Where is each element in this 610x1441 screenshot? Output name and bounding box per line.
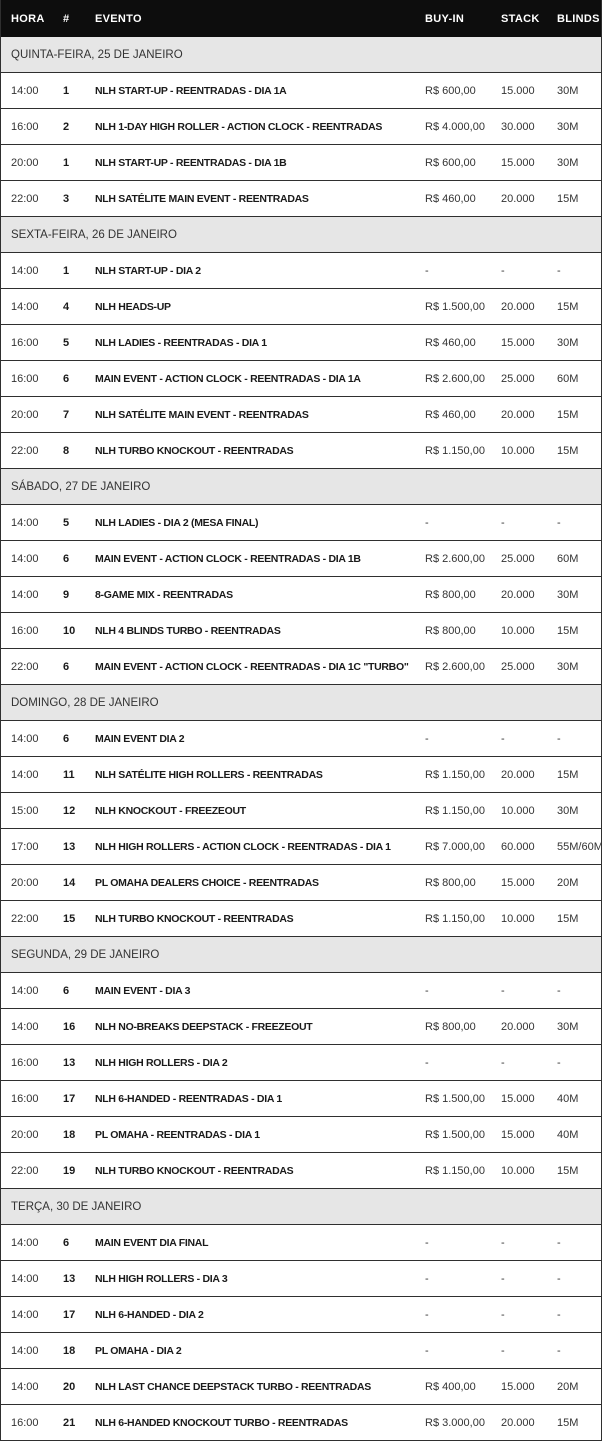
event-name: PL OMAHA - DIA 2 <box>95 1344 182 1357</box>
event-time: 14:00 <box>11 1020 39 1033</box>
event-time: 14:00 <box>11 264 39 277</box>
event-row <box>1 973 601 1009</box>
event-number: 13 <box>63 840 76 853</box>
event-row <box>1 73 601 109</box>
event-stack: 60.000 <box>501 840 535 853</box>
event-time: 14:00 <box>11 1236 39 1249</box>
event-buyin: - <box>425 1236 429 1249</box>
event-buyin: R$ 1.150,00 <box>425 444 485 457</box>
event-row <box>1 1081 601 1117</box>
event-name: NLH NO-BREAKS DEEPSTACK - FREEZEOUT <box>95 1020 313 1033</box>
event-buyin: R$ 600,00 <box>425 156 476 169</box>
event-stack: 25.000 <box>501 660 535 673</box>
column-header-hora: HORA <box>11 12 45 25</box>
event-name: NLH HEADS-UP <box>95 300 171 313</box>
event-name: MAIN EVENT - DIA 3 <box>95 984 191 997</box>
event-number: 6 <box>63 1236 70 1249</box>
event-time: 22:00 <box>11 912 39 925</box>
event-row <box>1 1009 601 1045</box>
event-name: NLH START-UP - DIA 2 <box>95 264 201 277</box>
event-name: MAIN EVENT - ACTION CLOCK - REENTRADAS - DIA 1C "TURBO" <box>95 660 409 673</box>
event-stack: 15.000 <box>501 156 535 169</box>
event-buyin: - <box>425 1344 429 1357</box>
event-blinds: 40M <box>557 1092 579 1105</box>
event-name: MAIN EVENT DIA FINAL <box>95 1236 209 1249</box>
event-stack: 10.000 <box>501 912 535 925</box>
event-number: 21 <box>63 1416 76 1429</box>
event-number: 1 <box>63 84 70 97</box>
event-stack: 10.000 <box>501 624 535 637</box>
event-number: 17 <box>63 1092 76 1105</box>
event-buyin: R$ 1.150,00 <box>425 1164 485 1177</box>
column-header-blinds: BLINDS <box>557 12 600 25</box>
event-stack: 15.000 <box>501 84 535 97</box>
event-row <box>1 505 601 541</box>
event-buyin: R$ 800,00 <box>425 624 476 637</box>
event-buyin: R$ 800,00 <box>425 876 476 889</box>
event-time: 16:00 <box>11 372 39 385</box>
event-number: 5 <box>63 516 70 529</box>
day-label: QUINTA-FEIRA, 25 DE JANEIRO <box>11 48 183 61</box>
event-number: 13 <box>63 1056 76 1069</box>
event-row <box>1 1117 601 1153</box>
event-buyin: R$ 3.000,00 <box>425 1416 485 1429</box>
day-label: SEXTA-FEIRA, 26 DE JANEIRO <box>11 228 177 241</box>
event-buyin: R$ 800,00 <box>425 588 476 601</box>
event-stack: 15.000 <box>501 876 535 889</box>
event-row <box>1 1153 601 1189</box>
event-number: 7 <box>63 408 70 421</box>
event-buyin: R$ 2.600,00 <box>425 552 485 565</box>
event-time: 16:00 <box>11 624 39 637</box>
event-number: 5 <box>63 336 70 349</box>
event-blinds: - <box>557 1344 561 1357</box>
table-body <box>1 37 601 1441</box>
event-buyin: R$ 800,00 <box>425 1020 476 1033</box>
event-time: 14:00 <box>11 1308 39 1321</box>
event-row <box>1 253 601 289</box>
event-buyin: R$ 1.150,00 <box>425 912 485 925</box>
event-name: NLH SATÉLITE HIGH ROLLERS - REENTRADAS <box>95 768 323 781</box>
event-blinds: 30M <box>557 1020 579 1033</box>
event-buyin: R$ 1.500,00 <box>425 300 485 313</box>
event-row <box>1 613 601 649</box>
event-name: NLH TURBO KNOCKOUT - REENTRADAS <box>95 912 294 925</box>
event-row <box>1 721 601 757</box>
event-stack: 10.000 <box>501 1164 535 1177</box>
event-buyin: R$ 1.150,00 <box>425 768 485 781</box>
event-name: NLH HIGH ROLLERS - DIA 3 <box>95 1272 228 1285</box>
event-blinds: 30M <box>557 84 579 97</box>
event-number: 16 <box>63 1020 76 1033</box>
event-name: PL OMAHA DEALERS CHOICE - REENTRADAS <box>95 876 319 889</box>
event-number: 6 <box>63 660 70 673</box>
event-number: 20 <box>63 1380 76 1393</box>
event-buyin: R$ 4.000,00 <box>425 120 485 133</box>
event-time: 14:00 <box>11 1344 39 1357</box>
event-row <box>1 865 601 901</box>
event-buyin: R$ 2.600,00 <box>425 372 485 385</box>
event-blinds: - <box>557 1236 561 1249</box>
event-blinds: 15M <box>557 192 579 205</box>
event-blinds: 15M <box>557 624 579 637</box>
event-number: 2 <box>63 120 70 133</box>
column-header-stack: STACK <box>501 12 540 25</box>
event-number: 8 <box>63 444 70 457</box>
event-buyin: - <box>425 264 429 277</box>
event-time: 16:00 <box>11 120 39 133</box>
event-row <box>1 397 601 433</box>
event-blinds: - <box>557 264 561 277</box>
event-row <box>1 1225 601 1261</box>
event-blinds: 15M <box>557 1416 579 1429</box>
event-stack: - <box>501 1308 505 1321</box>
event-row <box>1 109 601 145</box>
event-blinds: 30M <box>557 156 579 169</box>
event-number: 18 <box>63 1128 76 1141</box>
event-number: 3 <box>63 192 70 205</box>
event-row <box>1 361 601 397</box>
event-number: 10 <box>63 624 76 637</box>
day-label: DOMINGO, 28 DE JANEIRO <box>11 696 159 709</box>
event-blinds: - <box>557 1272 561 1285</box>
event-time: 20:00 <box>11 1128 39 1141</box>
event-row <box>1 1405 601 1441</box>
event-number: 6 <box>63 732 70 745</box>
day-label: SEGUNDA, 29 DE JANEIRO <box>11 948 160 961</box>
event-blinds: 40M <box>557 1128 579 1141</box>
event-stack: 15.000 <box>501 1380 535 1393</box>
event-buyin: R$ 400,00 <box>425 1380 476 1393</box>
event-stack: - <box>501 1272 505 1285</box>
event-row <box>1 145 601 181</box>
event-name: 8-GAME MIX - REENTRADAS <box>95 588 233 601</box>
event-stack: 20.000 <box>501 408 535 421</box>
event-buyin: R$ 1.500,00 <box>425 1128 485 1141</box>
event-name: NLH LADIES - DIA 2 (MESA FINAL) <box>95 516 259 529</box>
event-name: MAIN EVENT DIA 2 <box>95 732 185 745</box>
event-name: NLH START-UP - REENTRADAS - DIA 1A <box>95 84 287 97</box>
event-time: 22:00 <box>11 660 39 673</box>
event-blinds: 30M <box>557 804 579 817</box>
event-buyin: - <box>425 1056 429 1069</box>
event-number: 9 <box>63 588 70 601</box>
event-number: 14 <box>63 876 76 889</box>
event-stack: - <box>501 264 505 277</box>
event-name: NLH SATÉLITE MAIN EVENT - REENTRADAS <box>95 192 309 205</box>
event-number: 19 <box>63 1164 76 1177</box>
event-row <box>1 541 601 577</box>
event-buyin: - <box>425 1308 429 1321</box>
event-stack: - <box>501 516 505 529</box>
event-time: 20:00 <box>11 876 39 889</box>
event-time: 16:00 <box>11 1416 39 1429</box>
event-blinds: 15M <box>557 1164 579 1177</box>
event-name: MAIN EVENT - ACTION CLOCK - REENTRADAS - DIA 1B <box>95 552 361 565</box>
event-time: 22:00 <box>11 444 39 457</box>
day-label: TERÇA, 30 DE JANEIRO <box>11 1200 142 1213</box>
event-time: 14:00 <box>11 300 39 313</box>
event-stack: 10.000 <box>501 444 535 457</box>
event-name: NLH 4 BLINDS TURBO - REENTRADAS <box>95 624 281 637</box>
column-header-evento: EVENTO <box>95 12 142 25</box>
event-buyin: - <box>425 732 429 745</box>
column-header-buyin: BUY-IN <box>425 12 465 25</box>
event-name: NLH 1-DAY HIGH ROLLER - ACTION CLOCK - REENTRADAS <box>95 120 383 133</box>
event-blinds: - <box>557 984 561 997</box>
event-row <box>1 181 601 217</box>
event-time: 14:00 <box>11 984 39 997</box>
event-number: 6 <box>63 984 70 997</box>
event-blinds: 20M <box>557 1380 579 1393</box>
day-label: SÁBADO, 27 DE JANEIRO <box>11 480 151 493</box>
event-blinds: 15M <box>557 300 579 313</box>
event-blinds: - <box>557 1056 561 1069</box>
event-stack: 20.000 <box>501 1020 535 1033</box>
event-time: 20:00 <box>11 408 39 421</box>
event-number: 12 <box>63 804 76 817</box>
event-time: 17:00 <box>11 840 39 853</box>
event-blinds: - <box>557 516 561 529</box>
event-stack: 20.000 <box>501 588 535 601</box>
day-separator-row <box>1 469 601 505</box>
event-blinds: 60M <box>557 372 579 385</box>
day-separator-row <box>1 1189 601 1225</box>
event-time: 14:00 <box>11 588 39 601</box>
event-row <box>1 289 601 325</box>
event-stack: - <box>501 1056 505 1069</box>
event-row <box>1 433 601 469</box>
event-row <box>1 1297 601 1333</box>
event-time: 22:00 <box>11 192 39 205</box>
event-time: 14:00 <box>11 84 39 97</box>
event-row <box>1 1369 601 1405</box>
event-stack: 15.000 <box>501 1128 535 1141</box>
event-blinds: - <box>557 732 561 745</box>
event-stack: 20.000 <box>501 192 535 205</box>
event-name: PL OMAHA - REENTRADAS - DIA 1 <box>95 1128 260 1141</box>
event-number: 15 <box>63 912 76 925</box>
event-stack: - <box>501 1344 505 1357</box>
event-name: NLH START-UP - REENTRADAS - DIA 1B <box>95 156 287 169</box>
table-header-row <box>1 0 601 37</box>
event-row <box>1 649 601 685</box>
event-name: NLH HIGH ROLLERS - ACTION CLOCK - REENTRADAS - DIA 1 <box>95 840 391 853</box>
event-time: 14:00 <box>11 552 39 565</box>
event-time: 14:00 <box>11 516 39 529</box>
event-row <box>1 829 601 865</box>
event-name: NLH LAST CHANCE DEEPSTACK TURBO - REENTRADAS <box>95 1380 371 1393</box>
event-name: NLH LADIES - REENTRADAS - DIA 1 <box>95 336 267 349</box>
event-number: 4 <box>63 300 70 313</box>
event-stack: - <box>501 732 505 745</box>
event-buyin: R$ 600,00 <box>425 84 476 97</box>
event-name: MAIN EVENT - ACTION CLOCK - REENTRADAS - DIA 1A <box>95 372 361 385</box>
event-blinds: 60M <box>557 552 579 565</box>
event-number: 17 <box>63 1308 76 1321</box>
event-row <box>1 901 601 937</box>
event-blinds: 20M <box>557 876 579 889</box>
event-stack: 20.000 <box>501 300 535 313</box>
event-row <box>1 1333 601 1369</box>
event-time: 20:00 <box>11 156 39 169</box>
event-buyin: R$ 460,00 <box>425 192 476 205</box>
event-number: 1 <box>63 156 70 169</box>
event-time: 14:00 <box>11 1272 39 1285</box>
event-blinds: 30M <box>557 120 579 133</box>
event-stack: 20.000 <box>501 768 535 781</box>
event-time: 16:00 <box>11 1056 39 1069</box>
event-number: 13 <box>63 1272 76 1285</box>
event-blinds: 15M <box>557 768 579 781</box>
event-stack: - <box>501 1236 505 1249</box>
event-buyin: - <box>425 1272 429 1285</box>
event-stack: 15.000 <box>501 336 535 349</box>
event-number: 11 <box>63 768 75 781</box>
event-row <box>1 757 601 793</box>
event-stack: 30.000 <box>501 120 535 133</box>
event-buyin: R$ 460,00 <box>425 408 476 421</box>
event-name: NLH HIGH ROLLERS - DIA 2 <box>95 1056 228 1069</box>
day-separator-row <box>1 37 601 73</box>
event-time: 16:00 <box>11 336 39 349</box>
event-name: NLH KNOCKOUT - FREEZEOUT <box>95 804 246 817</box>
event-name: NLH 6-HANDED KNOCKOUT TURBO - REENTRADAS <box>95 1416 348 1429</box>
event-row <box>1 325 601 361</box>
event-stack: 25.000 <box>501 552 535 565</box>
event-row <box>1 793 601 829</box>
event-row <box>1 1261 601 1297</box>
event-row <box>1 577 601 613</box>
event-number: 6 <box>63 372 70 385</box>
event-blinds: 15M <box>557 912 579 925</box>
event-blinds: 30M <box>557 336 579 349</box>
event-blinds: 15M <box>557 444 579 457</box>
event-name: NLH 6-HANDED - DIA 2 <box>95 1308 204 1321</box>
event-stack: - <box>501 984 505 997</box>
event-blinds: 30M <box>557 588 579 601</box>
event-buyin: R$ 7.000,00 <box>425 840 485 853</box>
event-buyin: R$ 1.150,00 <box>425 804 485 817</box>
event-time: 14:00 <box>11 1380 39 1393</box>
event-time: 15:00 <box>11 804 39 817</box>
event-stack: 20.000 <box>501 1416 535 1429</box>
event-time: 16:00 <box>11 1092 39 1105</box>
event-number: 1 <box>63 264 70 277</box>
event-buyin: - <box>425 516 429 529</box>
event-time: 14:00 <box>11 732 39 745</box>
event-blinds: 55M/60M <box>557 840 603 853</box>
day-separator-row <box>1 685 601 721</box>
event-buyin: R$ 460,00 <box>425 336 476 349</box>
day-separator-row <box>1 937 601 973</box>
event-buyin: R$ 2.600,00 <box>425 660 485 673</box>
event-stack: 10.000 <box>501 804 535 817</box>
event-number: 18 <box>63 1344 76 1357</box>
event-row <box>1 1045 601 1081</box>
event-blinds: 15M <box>557 408 579 421</box>
event-buyin: R$ 1.500,00 <box>425 1092 485 1105</box>
event-name: NLH TURBO KNOCKOUT - REENTRADAS <box>95 1164 294 1177</box>
event-buyin: - <box>425 984 429 997</box>
event-number: 6 <box>63 552 70 565</box>
day-separator-row <box>1 217 601 253</box>
event-name: NLH 6-HANDED - REENTRADAS - DIA 1 <box>95 1092 282 1105</box>
event-name: NLH SATÉLITE MAIN EVENT - REENTRADAS <box>95 408 309 421</box>
event-stack: 25.000 <box>501 372 535 385</box>
event-blinds: - <box>557 1308 561 1321</box>
column-header-number: # <box>63 12 70 25</box>
event-name: NLH TURBO KNOCKOUT - REENTRADAS <box>95 444 294 457</box>
event-time: 22:00 <box>11 1164 39 1177</box>
event-time: 14:00 <box>11 768 39 781</box>
event-stack: 15.000 <box>501 1092 535 1105</box>
event-blinds: 30M <box>557 660 579 673</box>
